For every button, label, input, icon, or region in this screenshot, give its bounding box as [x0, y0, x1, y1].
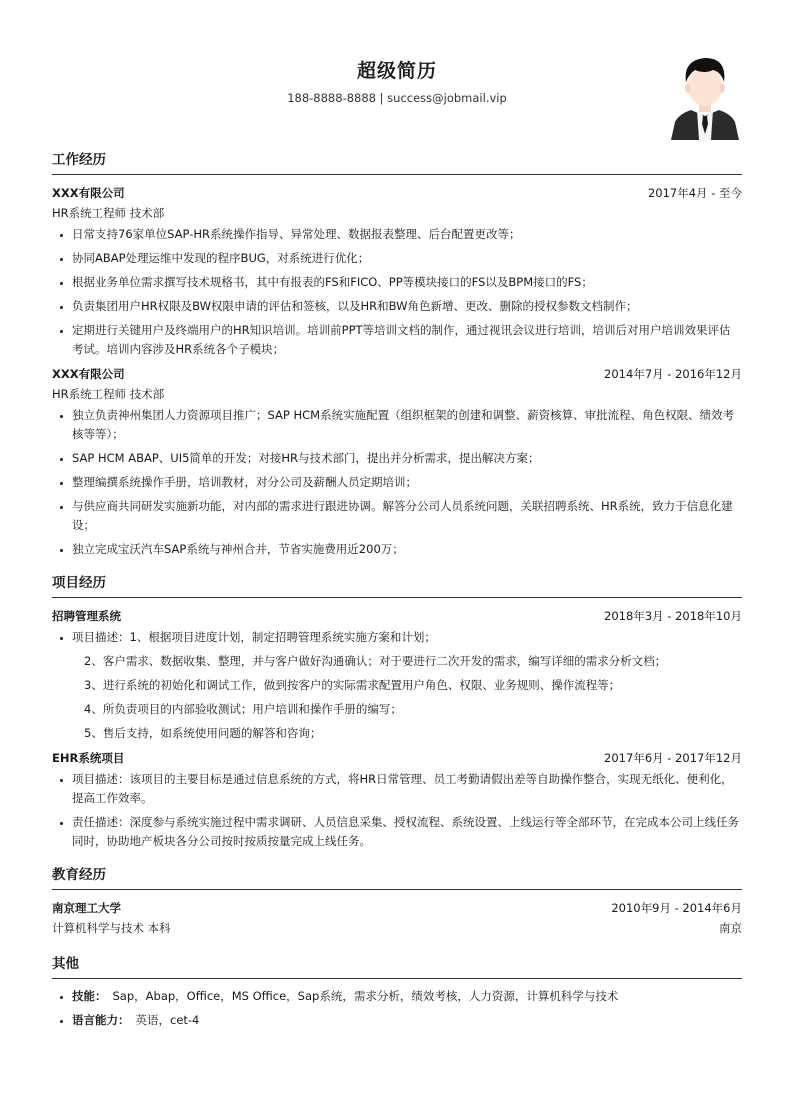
list-item: • 与供应商共同研发实施新功能，对内部的需求进行跟进协调。解答分公司人员系统问题，关联招聘系统、HR系统，致力于信息化建设； — [72, 497, 742, 535]
other-section — [52, 952, 742, 1030]
major: 计算机科学与技术 本科 — [52, 921, 171, 935]
project-entry — [52, 606, 742, 743]
company-name: XXX有限公司 — [52, 186, 125, 200]
project-bullets — [52, 770, 742, 851]
project-entry — [52, 748, 742, 851]
list-item: • 独立完成宝沃汽车SAP系统与神州合并，节省实施费用近200万； — [72, 540, 742, 559]
job-entry — [52, 183, 742, 359]
other-section-title: 其他 — [52, 952, 742, 979]
resume-page — [52, 0, 742, 1035]
projects-section — [52, 571, 742, 851]
education-section — [52, 863, 742, 938]
list-item: • 项目描述：1、根据项目进度计划，制定招聘管理系统实施方案和计划； — [72, 628, 742, 647]
list-item: • 独立负责神州集团人力资源项目推广；SAP HCM系统实施配置（组织框架的创建和调整、薪资核算、审批流程、角色权限、绩效考核等等）； — [72, 406, 742, 444]
project-bullets — [52, 628, 742, 647]
contact-info: 188-8888-8888 | success@jobmail.vip — [287, 91, 507, 105]
work-section — [52, 148, 742, 559]
project-step: 4、所负责项目的内部验收测试；用户培训和操作手册的编写； — [84, 702, 402, 716]
language-label: 语言能力： — [72, 1013, 130, 1027]
list-item — [72, 987, 742, 1006]
skills-label: 技能： — [72, 989, 107, 1003]
work-section-title: 工作经历 — [52, 148, 742, 175]
list-item — [72, 1011, 742, 1030]
list-item: • 根据业务单位需求撰写技术规格书，其中有报表的FS和FICO、PP等模块接口的FS以及BPM接口的FS； — [72, 273, 742, 292]
resume-header — [52, 0, 742, 148]
projects-section-title: 项目经历 — [52, 571, 742, 598]
project-step: 2、客户需求、数据收集、整理，并与客户做好沟通确认；对于要进行二次开发的需求，编写详细的需求分析文档； — [84, 654, 667, 668]
list-item: • 整理编撰系统操作手册，培训教材，对分公司及薪酬人员定期培训； — [72, 473, 742, 492]
job-bullets — [52, 406, 742, 559]
project-name: EHR系统项目 — [52, 751, 125, 765]
job-role: HR系统工程师 技术部 — [52, 206, 165, 220]
city: 南京 — [719, 921, 742, 935]
job-role: HR系统工程师 技术部 — [52, 387, 165, 401]
list-item: • SAP HCM ABAP、UI5简单的开发；对接HR与技术部门，提出并分析需求，提出解决方案； — [72, 449, 742, 468]
list-item: • 日常支持76家单位SAP-HR系统操作指导、异常处理、数据报表整理、后台配置更改等； — [72, 225, 742, 244]
education-section-title: 教育经历 — [52, 863, 742, 890]
job-entry — [52, 364, 742, 559]
education-date: 2010年9月 - 2014年6月 — [611, 901, 742, 915]
language-value: 英语，cet-4 — [135, 1013, 200, 1027]
project-step: 3、进行系统的初始化和调试工作，做到按客户的实际需求配置用户角色、权限、业务规则、操作流程等； — [84, 678, 621, 692]
list-item: • 责任描述：深度参与系统实施过程中需求调研、人员信息采集、授权流程、系统设置、上线运行等全部环节，在完成本公司上线任务同时，协助地产板块各分公司按时按质按量完成上线任务。 — [72, 813, 742, 851]
job-date: 2017年4月 - 至今 — [647, 186, 742, 200]
skills-value: Sap，Abap，Office，MS Office，Sap系统，需求分析，绩效考核，人力资源，计算机科学与技术 — [112, 989, 619, 1003]
project-date: 2018年3月 - 2018年10月 — [604, 609, 742, 623]
job-date: 2014年7月 - 2016年12月 — [604, 367, 742, 381]
other-bullets — [52, 987, 742, 1030]
project-step: 5、售后支持，如系统使用问题的解答和咨询； — [84, 726, 322, 740]
school-name: 南京理工大学 — [52, 901, 121, 915]
job-bullets — [52, 225, 742, 359]
project-date: 2017年6月 - 2017年12月 — [604, 751, 742, 765]
list-item: • 协同ABAP处理运维中发现的程序BUG，对系统进行优化； — [72, 249, 742, 268]
person-avatar-icon — [669, 52, 741, 140]
page-title: 超级简历 — [356, 60, 437, 82]
project-name: 招聘管理系统 — [52, 609, 121, 623]
list-item: • 负责集团用户HR权限及BW权限申请的评估和签核，以及HR和BW角色新增、更改、删除的授权参数文档制作； — [72, 297, 742, 316]
list-item: • 项目描述：该项目的主要目标是通过信息系统的方式，将HR日常管理、员工考勤请假出差等自助操作整合，实现无纸化、便利化，提高工作效率。 — [72, 770, 742, 808]
list-item: • 定期进行关键用户及终端用户的HR知识培训。培训前PPT等培训文档的制作，通过视讯会议进行培训，培训后对用户培训效果评估考试。培训内容涉及HR系统各个子模块； — [72, 321, 742, 359]
company-name: XXX有限公司 — [52, 367, 125, 381]
